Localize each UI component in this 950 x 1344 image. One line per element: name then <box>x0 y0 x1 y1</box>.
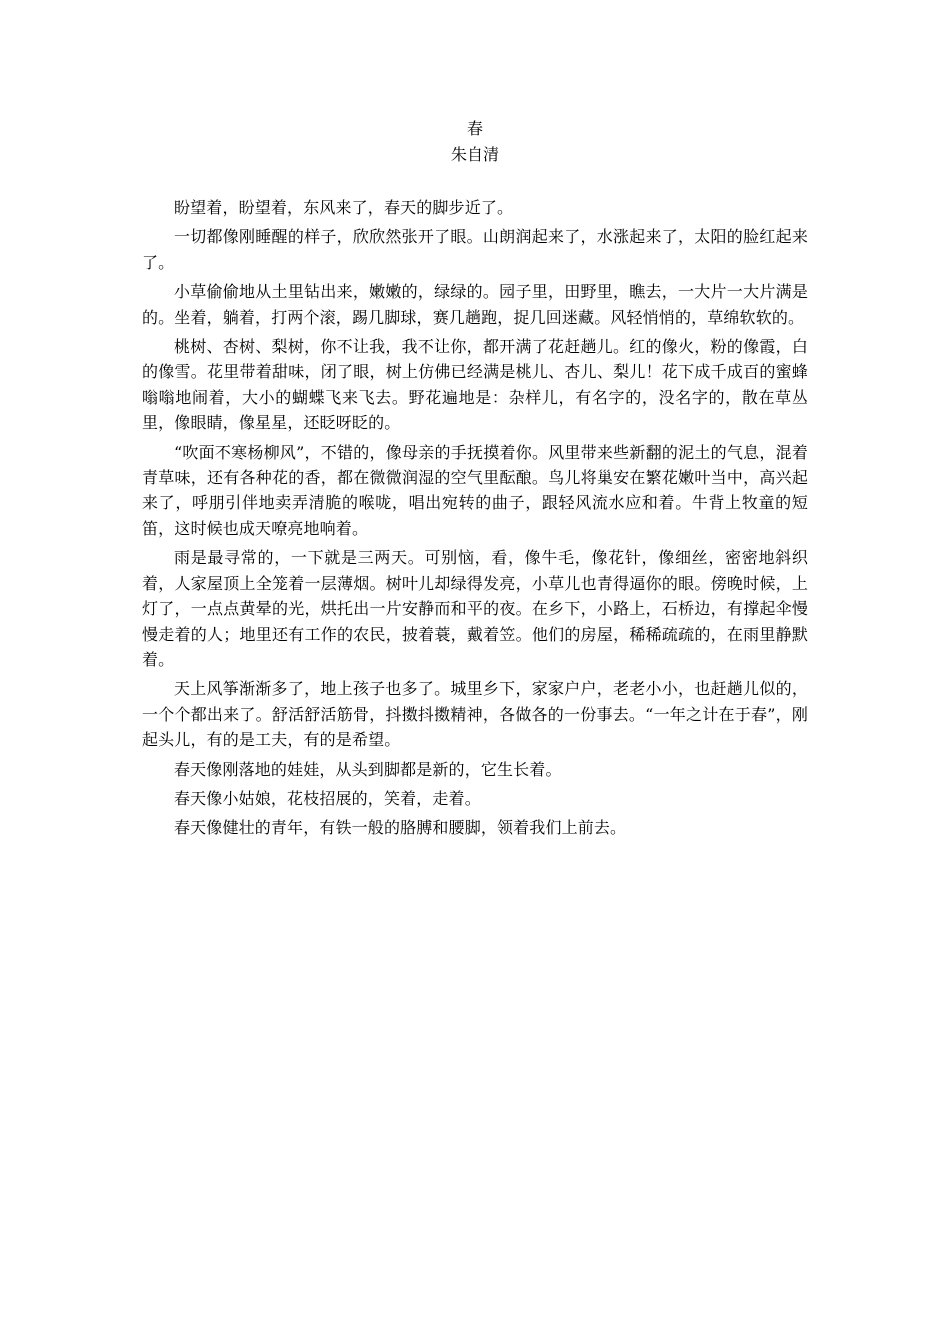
document-title: 春 <box>466 119 483 138</box>
paragraph-7: 天上风筝渐渐多了，地上孩子也多了。城里乡下，家家户户，老老小小，也赶趟儿似的，一个个都出来了。舒活舒活筋骨，抖擞抖擞精神，各做各的一份事去。“一年之计在于春”，刚起头儿，有的是工夫，有的是希望。 <box>142 679 808 750</box>
paragraph-1: 盼望着，盼望着，东风来了，春天的脚步近了。 <box>174 198 514 217</box>
paragraph-10: 春天像健壮的青年，有铁一般的胳膊和腰脚，领着我们上前去。 <box>174 818 627 838</box>
paragraph-6: 雨是最寻常的，一下就是三两天。可别恼，看，像牛毛，像花针，像细丝，密密地斜织着，人家屋顶上全笼着一层薄烟。树叶儿却绿得发亮，小草儿也青得逼你的眼。傍晚时候，上灯了，一点点黄晕的光，烘托出一片安静而和平的夜。在乡下，小路上，石桥边，有撑起伞慢慢走着的人；地里还有工作的农民，披着蓑，戴着笠。他们的房屋，稀稀疏疏的，在雨里静默着。 <box>142 548 808 669</box>
paragraph-4: 桃树、杏树、梨树，你不让我，我不让你，都开满了花赶趟儿。红的像火，粉的像霞，白的像雪。花里带着甜味，闭了眼，树上仿佛已经满是桃儿、杏儿、梨儿！花下成千成百的蜜蜂嗡嗡地闹着，大小的蝴蝶飞来飞去。野花遍地是：杂样儿，有名字的，没名字的，散在草丛里，像眼睛，像星星，还眨呀眨的。 <box>142 337 808 433</box>
paragraph-3: 小草偷偷地从土里钻出来，嫩嫩的，绿绿的。园子里，田野里，瞧去，一大片一大片满是的。坐着，躺着，打两个滚，踢几脚球，赛几趟跑，捉几回迷藏。风轻悄悄的，草绵软软的。 <box>142 282 808 327</box>
paragraph-9: 春天像小姑娘，花枝招展的，笑着，走着。 <box>174 788 481 808</box>
document-author: 朱自清 <box>450 145 499 164</box>
paragraph-5: “吹面不寒杨柳风”，不错的，像母亲的手抚摸着你。风里带来些新翻的泥土的气息，混着青草味，还有各种花的香，都在微微润湿的空气里酝酿。鸟儿将巢安在繁花嫩叶当中，高兴起来了，呼朋引伴地卖弄清脆的喉咙，唱出宛转的曲子，跟轻风流水应和着。牛背上牧童的短笛，这时候也成天嘹亮地响着。 <box>142 442 808 538</box>
paragraph-8: 春天像刚落地的娃娃，从头到脚都是新的，它生长着。 <box>174 759 562 779</box>
paragraph-2: 一切都像刚睡醒的样子，欣欣然张开了眼。山朗润起来了，水涨起来了，太阳的脸红起来了。 <box>142 227 808 272</box>
document-page <box>142 116 808 845</box>
